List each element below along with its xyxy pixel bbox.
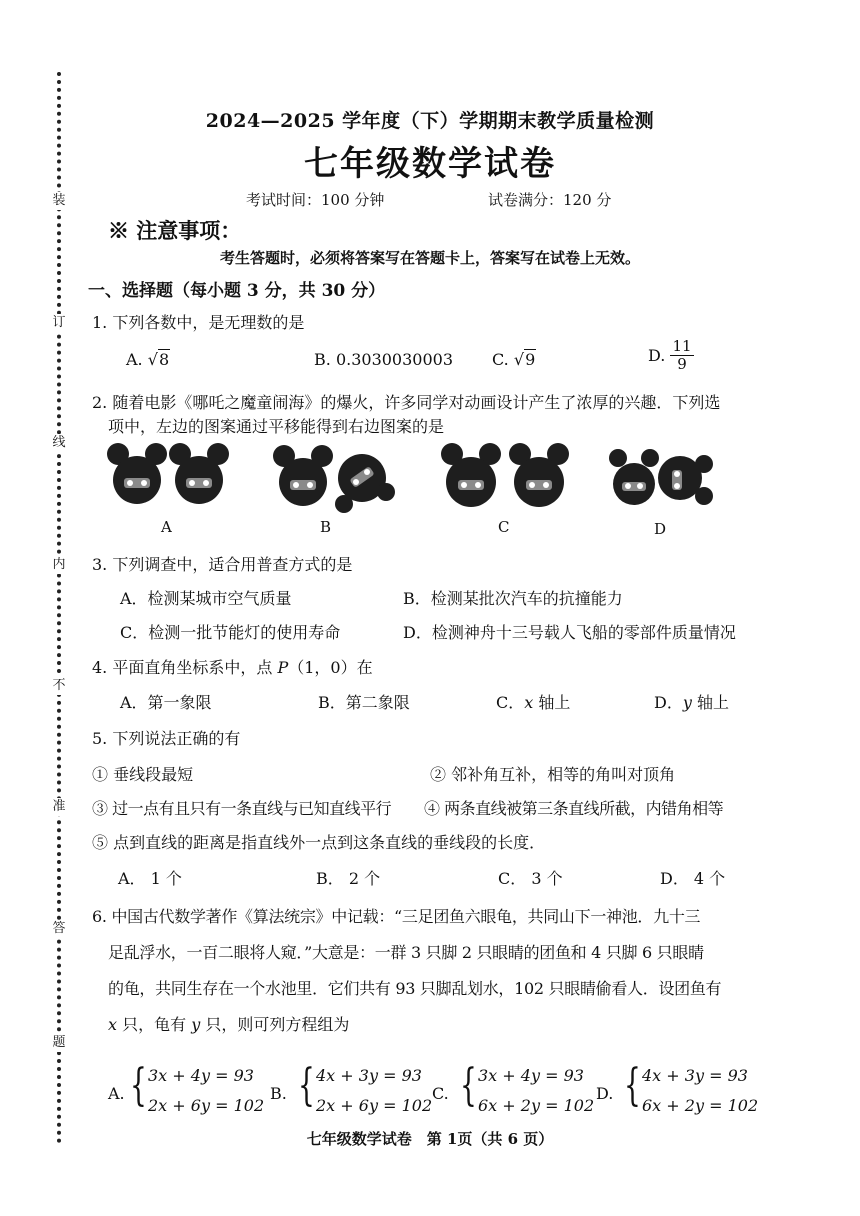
q6-option-d-label: D. bbox=[596, 1084, 614, 1103]
q2-option-a-image bbox=[104, 440, 234, 512]
q5-statement-1: ① 垂线段最短 bbox=[92, 765, 194, 784]
q6-option-b-label: B. bbox=[270, 1084, 287, 1103]
question-3-stem: 3. 下列调查中，适合用普查方式的是 bbox=[92, 555, 353, 574]
margin-char-3: 线 bbox=[48, 434, 70, 452]
notice-body: 考生答题时，必须将答案写在答题卡上，答案写在试卷上无效。 bbox=[219, 249, 640, 267]
q4-option-a: A．第一象限 bbox=[120, 693, 212, 712]
q5-statement-4: ④ 两条直线被第三条直线所截，内错角相等 bbox=[424, 799, 724, 818]
margin-char-1: 装 bbox=[48, 192, 70, 210]
sqrt-symbol: √9 bbox=[513, 350, 536, 369]
margin-char-8: 题 bbox=[48, 1034, 70, 1052]
q3-option-c: C．检测一批节能灯的使用寿命 bbox=[120, 623, 341, 642]
question-6-line3: 的龟，共同生存在一个水池里．它们共有 93 只脚乱划水，102 只眼睛偷看人．设团鱼有 bbox=[108, 979, 722, 998]
q6-c-eq2: 6x + 2y = 102 bbox=[478, 1096, 595, 1115]
q2-label-c: C bbox=[498, 518, 510, 536]
question-6-line4: x 只，龟有 y 只，则可列方程组为 bbox=[108, 1015, 350, 1034]
q2-option-d-image bbox=[606, 446, 714, 516]
q5-option-c: C． 3 个 bbox=[498, 869, 563, 888]
q5-option-a: A． 1 个 bbox=[118, 869, 182, 888]
question-4-stem: 4. 平面直角坐标系中，点 P（1，0）在 bbox=[92, 658, 373, 677]
margin-char-5: 不 bbox=[48, 677, 70, 695]
binding-dotted-line bbox=[57, 72, 61, 1144]
q2-label-d: D bbox=[654, 520, 667, 538]
question-2-stem-line2: 项中，左边的图案通过平移能得到右边图案的是 bbox=[108, 417, 445, 436]
exam-main-title: 七年级数学试卷 bbox=[304, 144, 556, 184]
brace-a: { bbox=[130, 1060, 147, 1111]
q1-option-a: A. √8 bbox=[126, 350, 170, 369]
q1-option-d: D. $\frac{11}{9}$ bbox=[648, 337, 692, 373]
full-score: 试卷满分：120 分 bbox=[488, 191, 612, 209]
brace-d: { bbox=[624, 1060, 641, 1111]
q6-b-eq2: 2x + 6y = 102 bbox=[316, 1096, 433, 1115]
q4-option-c: C．x 轴上 bbox=[496, 693, 571, 712]
q2-label-a: A bbox=[161, 518, 172, 536]
q6-option-c-label: C. bbox=[432, 1084, 449, 1103]
q5-statement-2: ② 邻补角互补，相等的角叫对顶角 bbox=[430, 765, 676, 784]
page-footer: 七年级数学试卷 第 1页（共 6 页） bbox=[306, 1130, 554, 1148]
q6-b-eq1: 4x + 3y = 93 bbox=[316, 1066, 422, 1085]
q5-statement-5: ⑤ 点到直线的距离是指直线外一点到这条直线的垂线段的长度． bbox=[92, 833, 546, 852]
q6-c-eq1: 3x + 4y = 93 bbox=[478, 1066, 584, 1085]
q3-option-d: D．检测神舟十三号载人飞船的零部件质量情况 bbox=[403, 623, 736, 642]
question-2-stem-line1: 2. 随着电影《哪吒之魔童闹海》的爆火，许多同学对动画设计产生了浓厚的兴趣．下列选 bbox=[92, 393, 721, 412]
q5-option-b: B． 2 个 bbox=[316, 869, 381, 888]
q4-option-b: B．第二象限 bbox=[318, 693, 410, 712]
brace-b: { bbox=[298, 1060, 315, 1111]
q3-option-b: B．检测某批次汽车的抗撞能力 bbox=[403, 589, 623, 608]
q3-option-a: A．检测某城市空气质量 bbox=[120, 589, 292, 608]
q5-statement-3: ③ 过一点有且只有一条直线与已知直线平行 bbox=[92, 799, 392, 818]
q1-option-b: B. 0.3030030003 bbox=[314, 350, 453, 369]
q6-option-a-label: A. bbox=[108, 1084, 125, 1103]
q6-a-eq1: 3x + 4y = 93 bbox=[148, 1066, 254, 1085]
q1-option-c: C. √9 bbox=[492, 350, 536, 369]
q6-d-eq1: 4x + 3y = 93 bbox=[642, 1066, 748, 1085]
notice-title: ※ 注意事项： bbox=[108, 218, 242, 243]
question-6-line1: 6. 中国古代数学著作《算法统宗》中记载：“三足团鱼六眼龟，共同山下一神池．九十三 bbox=[92, 907, 701, 926]
section-title-choice: 一、选择题（每小题 3 分，共 30 分） bbox=[88, 281, 386, 301]
q5-option-d: D． 4 个 bbox=[660, 869, 726, 888]
question-5-stem: 5. 下列说法正确的有 bbox=[92, 729, 241, 748]
q2-option-c-image bbox=[438, 440, 574, 514]
question-6-line2: 足乱浮水，一百二眼将人窥．”大意是：一群 3 只脚 2 只眼睛的团鱼和 4 只脚 6 只眼睛 bbox=[108, 943, 704, 962]
exam-time: 考试时间：100 分钟 bbox=[246, 191, 385, 209]
q6-a-eq2: 2x + 6y = 102 bbox=[148, 1096, 265, 1115]
margin-char-4: 内 bbox=[48, 556, 70, 574]
brace-c: { bbox=[460, 1060, 477, 1111]
fraction: $\frac{11}{9}$ bbox=[672, 337, 692, 373]
q2-option-b-image bbox=[270, 442, 396, 514]
q4-option-d: D．y 轴上 bbox=[654, 693, 729, 712]
q2-label-b: B bbox=[320, 518, 332, 536]
q6-d-eq2: 6x + 2y = 102 bbox=[642, 1096, 759, 1115]
question-1-stem: 1. 下列各数中，是无理数的是 bbox=[92, 313, 305, 332]
margin-char-6: 准 bbox=[48, 798, 70, 816]
margin-char-2: 订 bbox=[48, 314, 70, 332]
margin-char-7: 答 bbox=[48, 920, 70, 938]
sqrt-symbol: √8 bbox=[147, 350, 170, 369]
exam-year-title: 2024—2025 学年度（下）学期期末教学质量检测 bbox=[205, 110, 655, 132]
